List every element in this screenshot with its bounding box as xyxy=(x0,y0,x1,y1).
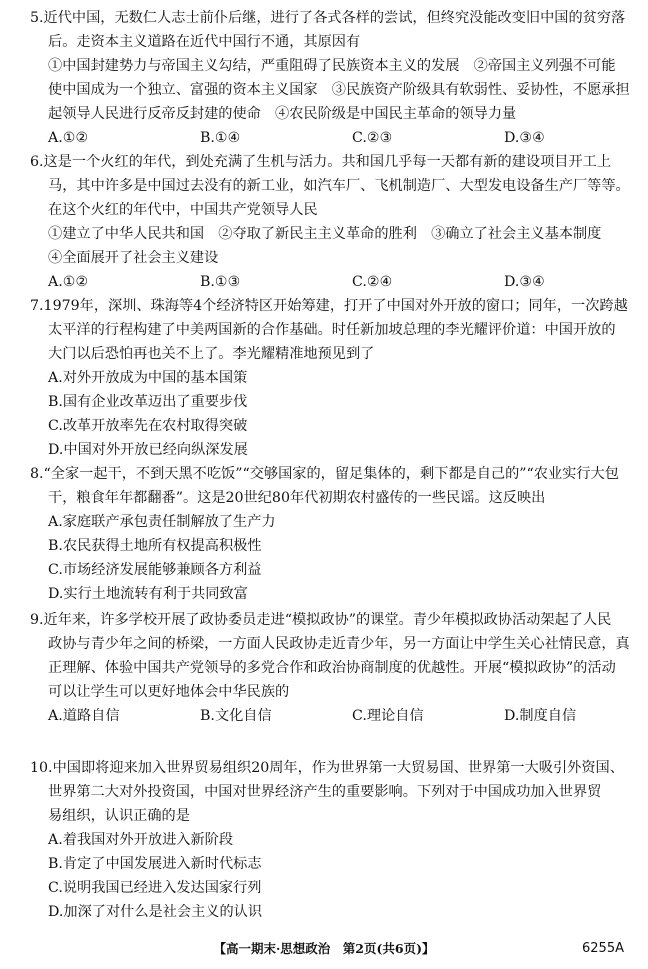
question-stem-line: 马，其中许多是中国过去没有的新工业，如汽车厂、飞机制造厂、大型发电设备生产厂等等。 xyxy=(48,178,630,194)
question-stem-line: 干，粮食年年都翻番”。这是20世纪80年代初期农村盛传的一些民谣。这反映出 xyxy=(48,490,546,506)
options-row xyxy=(30,270,636,294)
option-a[interactable]: A.对外开放成为中国的基本国策 xyxy=(48,370,248,386)
question-stem-line: 太平洋的行程构建了中美两国新的合作基础。时任新加坡总理的李光耀评价道：中国开放的 xyxy=(48,322,616,338)
question-5 xyxy=(30,6,636,150)
question-stem-line: 8.“全家一起干，不到天黑不吃饭”“交够国家的，留足集体的，剩下都是自己的”“农业实行大包 xyxy=(30,466,619,482)
question-statement-line: ①建立了中华人民共和国 ②夺取了新民主主义革命的胜利 ③确立了社会主义基本制度 xyxy=(48,226,602,242)
option-d[interactable]: D.③④ xyxy=(504,274,545,290)
question-stem-line: 世界第二大对外投资国，中国对世界经济产生的重要影响。下列对于中国成功加入世界贸 xyxy=(48,784,602,800)
option-b[interactable]: B.文化自信 xyxy=(200,708,272,724)
option-c[interactable]: C.说明我国已经进入发达国家行列 xyxy=(48,880,262,896)
option-a[interactable]: A.家庭联产承包责任制解放了生产力 xyxy=(48,514,276,530)
option-c[interactable]: C.市场经济发展能够兼顾各方利益 xyxy=(48,562,262,578)
option-d[interactable]: D.③④ xyxy=(504,130,545,146)
option-a[interactable]: A.①② xyxy=(48,130,89,146)
option-d[interactable]: D.加深了对什么是社会主义的认识 xyxy=(48,904,263,920)
option-b[interactable]: B.①③ xyxy=(200,274,241,290)
page-footer xyxy=(0,938,648,960)
option-b[interactable]: B.国有企业改革迈出了重要步伐 xyxy=(48,394,248,410)
option-c[interactable]: C.②③ xyxy=(352,130,393,146)
footer-exam-code: 6255A xyxy=(582,941,624,956)
question-statement-line: 使中国成为一个独立、富强的资本主义国家 ③民族资产阶级具有软弱性、妥协性，不愿承担 xyxy=(48,82,630,98)
question-stem-line: 在这个火红的年代中，中国共产党领导人民 xyxy=(48,202,318,218)
question-stem-line: 9.近年来，许多学校开展了政协委员走进“模拟政协”的课堂。青少年模拟政协活动架起了人民 xyxy=(30,612,612,628)
option-b[interactable]: B.肯定了中国发展进入新时代标志 xyxy=(48,856,262,872)
question-statement-line: 起领导人民进行反帝反封建的使命 ④农民阶级是中国民主革命的领导力量 xyxy=(48,106,517,122)
question-stem-line: 可以让学生可以更好地体会中华民族的 xyxy=(48,684,290,700)
question-9 xyxy=(30,608,636,728)
question-6 xyxy=(30,150,636,294)
option-c[interactable]: C.改革开放率先在农村取得突破 xyxy=(48,418,248,434)
question-8 xyxy=(30,462,636,606)
question-stem-line: 正理解、体验中国共产党领导的多党合作和政治协商制度的优越性。开展“模拟政协”的活动 xyxy=(48,660,616,676)
question-statement-line: ④全面展开了社会主义建设 xyxy=(48,250,219,266)
question-stem-line: 6.这是一个火红的年代，到处充满了生机与活力。共和国几乎每一天都有新的建设项目开工上 xyxy=(30,154,612,170)
question-stem-line: 5.近代中国，无数仁人志士前仆后继，进行了各式各样的尝试，但终究没能改变旧中国的贫穷落 xyxy=(30,10,626,26)
options-row xyxy=(30,126,636,150)
question-stem-line: 易组织，认识正确的是 xyxy=(48,808,190,824)
question-stem-line: 政协与青少年之间的桥梁，一方面人民政协走近青少年，另一方面让中学生关心社情民意，真 xyxy=(48,636,630,652)
option-c[interactable]: C.②④ xyxy=(352,274,393,290)
question-stem-line: 大门以后恐怕再也关不上了。李光耀精准地预见到了 xyxy=(48,346,375,362)
question-stem-line: 后。走资本主义道路在近代中国行不通，其原因有 xyxy=(48,34,361,50)
question-stem-line: 7.1979年，深圳、珠海等4个经济特区开始筹建，打开了中国对外开放的窗口；同年，一次跨越 xyxy=(30,298,628,314)
option-a[interactable]: A.①② xyxy=(48,274,89,290)
question-10 xyxy=(30,756,636,924)
footer-page-info: 【高一期末·思想政治 第2页(共6页)】 xyxy=(213,941,435,956)
option-d[interactable]: D.制度自信 xyxy=(504,708,577,724)
options-row xyxy=(30,704,636,728)
option-c[interactable]: C.理论自信 xyxy=(352,708,424,724)
option-a[interactable]: A.道路自信 xyxy=(48,708,120,724)
question-statement-line: ①中国封建势力与帝国主义勾结，严重阻碍了民族资本主义的发展 ②帝国主义列强不可能 xyxy=(48,58,616,74)
question-7 xyxy=(30,294,636,462)
option-d[interactable]: D.实行土地流转有利于共同致富 xyxy=(48,586,248,602)
option-a[interactable]: A.着我国对外开放进入新阶段 xyxy=(48,832,234,848)
question-stem-line: 10.中国即将迎来加入世界贸易组织20周年，作为世界第一大贸易国、世界第一大吸引外资国、 xyxy=(30,760,624,776)
option-d[interactable]: D.中国对外开放已经向纵深发展 xyxy=(48,442,248,458)
option-b[interactable]: B.农民获得土地所有权提高积极性 xyxy=(48,538,262,554)
option-b[interactable]: B.①④ xyxy=(200,130,241,146)
